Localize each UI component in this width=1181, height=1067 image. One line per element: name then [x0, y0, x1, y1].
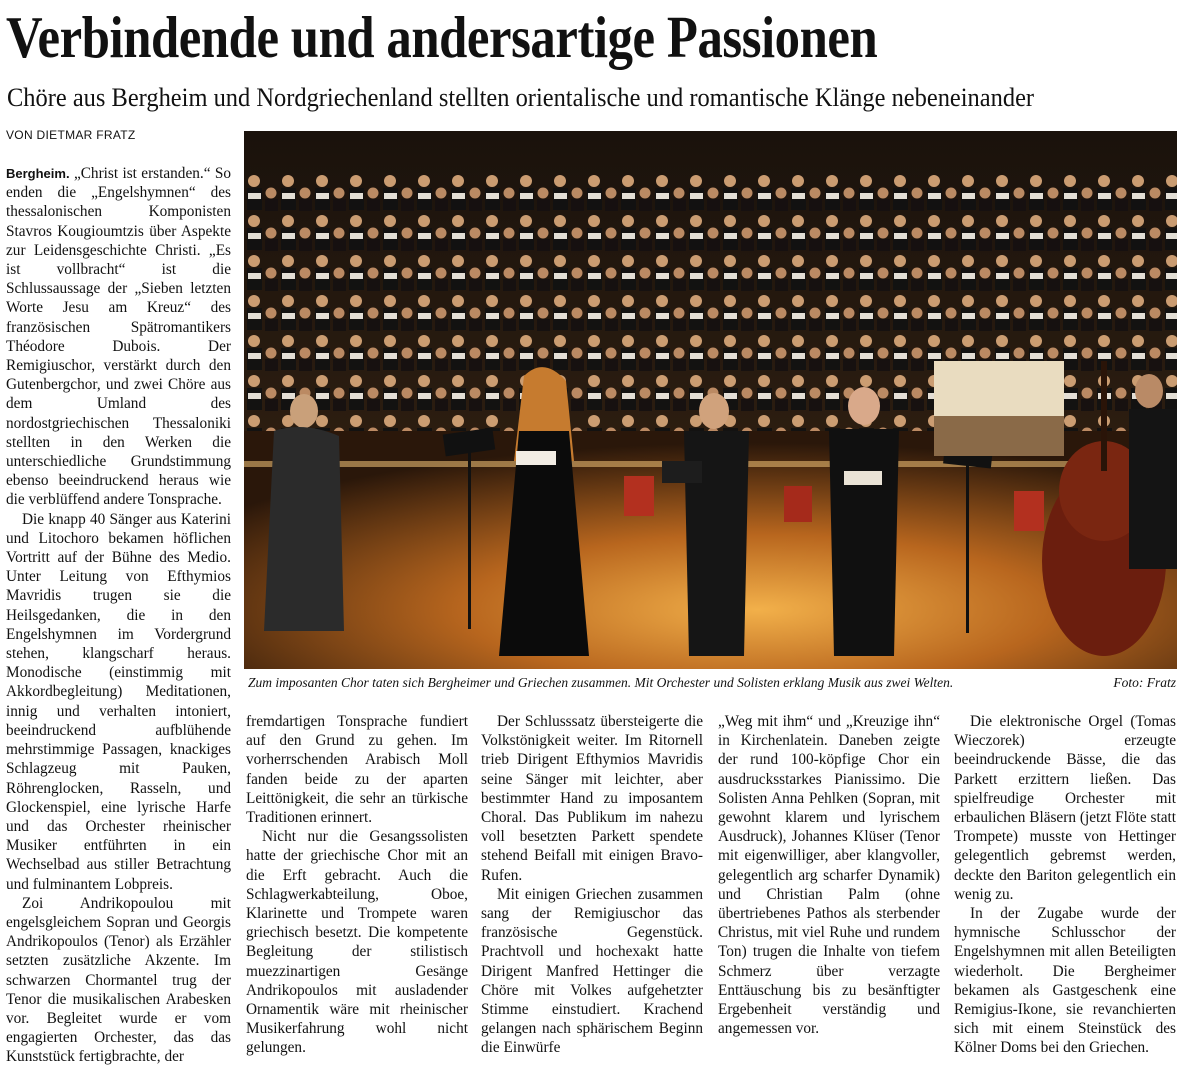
paragraph-text: „Christ ist erstanden.“ So enden die „Engelshymnen“ des thessalonischen Komponisten Stavros Kougioumtzis über Aspekte zur Leidensgeschichte Christi. „Es ist vollbracht“ ist die Schlussaussage der „Sieben letzten Worte Jesu am Kreuz“ des französischen Spätromantikers Théodore Dubois. Der Remigiuschor, verstärkt durch den Gutenbergchor, und zwei Chöre aus dem Umland des nordostgriechischen Thessaloniki stellten in den Werken die unterschiedliche Grundstimmung ebenso beeindruckend heraus wie die verblüffend andere Tonsprache.: [6, 165, 232, 509]
paragraph: Die knapp 40 Sänger aus Katerini und Litochoro bekamen höflichen Vortritt auf der Bühne des Medio. Unter Leitung von Efthymios Mavridis trugen sie die Heilsgedanken, die in den Engelshymnen im Vordergrund stehen, klangscharf heraus. Monodische (einstimmig mit Akkordbegleitung) Meditationen, innig und verhalten intoniert, beeindruckend aufblühende mehrstimmige Passagen, knackiges Schlagzeug mit Pauken, Röhrenglocken, Rasseln, und Glockenspiel, eine lyrische Harfe und das Orchester rheinischer Musiker entführten in ein Wechselbad aus stiller Betrachtung und fulminantem Lobpreis.: [6, 510, 231, 893]
subheadline: Chöre aus Bergheim und Nordgriechenland stellten orientalische und romantische Klänge nebeneinander: [7, 83, 1035, 112]
column-2: [246, 712, 468, 1057]
paragraph: „Weg mit ihm“ und „Kreuzige ihn“ in Kirchenlatein. Daneben zeigte der rund 100-köpfige Chor ein ausdrucksstarkes Pianissimo. Die Solisten Anna Pehlken (Sopran, mit gewohnt klarem und lyrischem Ausdruck), Johannes Klüser (Tenor mit eigenwilliger, aber klangvoller, gelegentlich arg scharfer Dynamik) und Christian Palm (ohne übertriebenes Pathos als sterbender Christus, mit viel Ruhe und rundem Ton) trugen die Inhalte von tiefem Schmerz über verzagte Enttäuschung bis zu besänftigter Ergebenheit verständig und angemessen vor.: [718, 713, 940, 1038]
paragraph: Mit einigen Griechen zusammen sang der Remigiuschor das französische Gegenstück. Prachtvoll und hochexakt hatte Dirigent Manfred Hettinger die Chöre mit Volkes aufgehetzter Stimme einstudiert. Krachend gelangen nach sphärischem Beginn die Einwürfe: [481, 885, 703, 1057]
photo-credit: Foto: Fratz: [1113, 675, 1176, 690]
paragraph: Der Schlusssatz übersteigerte die Volkstönigkeit weiter. Im Ritornell trieb Dirigent Efthymios Mavridis seine Sänger mit leichter, aber bestimmter Hand zu imposantem Choral. Das Publikum im nahezu voll besetzten Parkett spendete stehend Beifall mit einigen Bravo-Rufen.: [481, 713, 703, 884]
column-3: [481, 712, 703, 1057]
paragraph: [6, 164, 231, 510]
headline: Verbindende und andersartige Passionen: [6, 4, 878, 70]
column-4: [718, 712, 940, 1038]
paragraph: Nicht nur die Gesangssolisten hatte der griechische Chor mit an die Erft gebracht. Auch die Schlagwerkabteilung, Oboe, Klarinette und Trompete waren griechisch besetzt. Die kompetente Begleitung der stilistisch muezzinartigen Gesänge Andrikopoulos mit ausladender Ornamentik wäre mit rheinischer Musikerfahrung wohl nicht gelungen.: [246, 828, 468, 1057]
concert-photo: [244, 131, 1177, 669]
column-5: [954, 712, 1176, 1057]
photo-caption: [248, 674, 1176, 692]
caption-text: Zum imposanten Chor taten sich Bergheimer und Griechen zusammen. Mit Orchester und Solisten erklang Musik aus zwei Welten.: [248, 675, 954, 690]
paragraph: Die elektronische Orgel (Tomas Wieczorek) erzeugte beeindruckende Bässe, die das Parkett erzittern ließen. Das spielfreudige Orchester mit erbaulichen Bläsern (jetzt Flöte statt Trompete) musste von Hettinger gelegentlich gebremst werden, deckte den Bariton gelegentlich ein wenig zu.: [954, 713, 1176, 903]
concert-photo-illustration: [244, 131, 1177, 669]
byline: VON DIETMAR FRATZ: [6, 128, 136, 142]
paragraph: Zoi Andrikopoulou mit engelsgleichem Sopran und Georgis Andrikopoulos (Tenor) als Erzähler setzten zusätzliche Akzente. Im schwarzen Chormantel trug der Tenor die musikalischen Arabesken vor. Begleitet wurde er vom engagierten Orchester, das das Kunststück fertigbrachte, der: [6, 894, 231, 1066]
dateline-place: Bergheim.: [6, 166, 70, 181]
paragraph: fremdartigen Tonsprache fundiert auf den Grund zu gehen. Im vorherrschenden Arabisch Moll fanden beide zu der aparten Leittönigkeit, die sehr an türkische Traditionen erinnert.: [246, 713, 468, 827]
column-1: [6, 164, 232, 1066]
paragraph: In der Zugabe wurde der hymnische Schlusschor der Engelshymnen mit allen Beteiligten wiederholt. Die Bergheimer bekamen als Gastgeschenk eine Remigius-Ikone, sie revanchierten sich mit einem Steinstück des Kölner Doms bei den Griechen.: [954, 905, 1176, 1057]
